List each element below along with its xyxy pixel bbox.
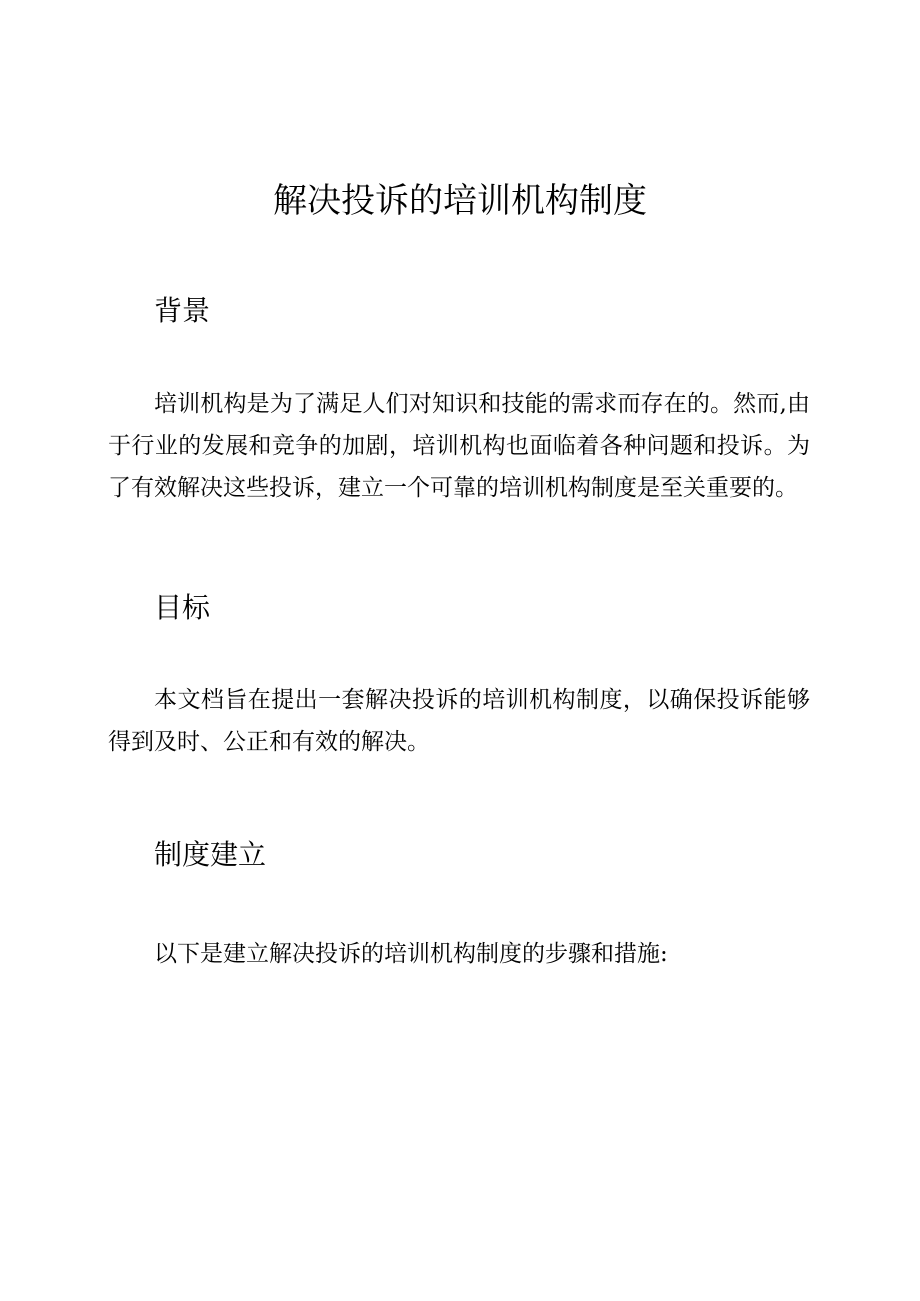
section-heading-system-setup: 制度建立 [154, 838, 267, 871]
section-paragraph-goal: 本文档旨在提出一套解决投诉的培训机构制度，以确保投诉能够得到及时、公正和有效的解决。 [108, 687, 810, 755]
section-heading-goal: 目标 [154, 591, 211, 624]
section-paragraph-background: 培训机构是为了满足人们对知识和技能的需求而存在的。然而,由于行业的发展和竞争的加剧，培训机构也面临着各种问题和投诉。为了有效解决这些投诉，建立一个可靠的培训机构制度是至关重要的。 [108, 391, 810, 501]
document-title: 解决投诉的培训机构制度 [273, 181, 647, 221]
section-heading-background: 背景 [154, 294, 211, 327]
section-paragraph-system-setup: 以下是建立解决投诉的培训机构制度的步骤和措施: [154, 941, 668, 967]
